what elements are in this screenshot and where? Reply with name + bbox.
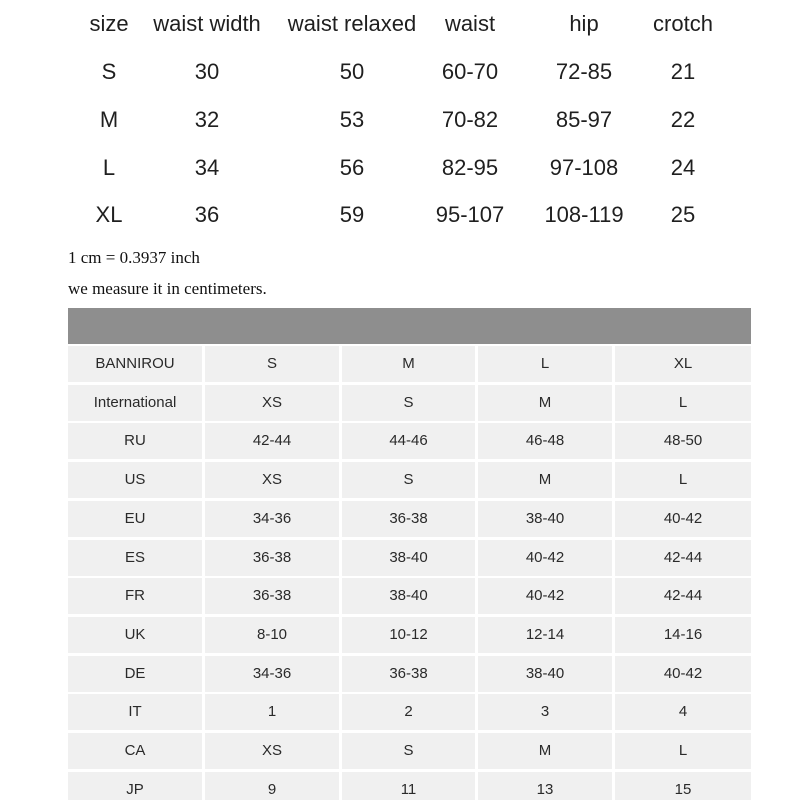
- conversion-table-size-cell: S: [342, 385, 475, 421]
- conversion-table-size-cell: 36-38: [342, 501, 475, 537]
- conversion-table-size-cell: 48-50: [615, 423, 751, 459]
- size-chart-cell: 24: [670, 155, 696, 180]
- conversion-table-size-cell: 42-44: [615, 578, 751, 614]
- conversion-table-size-cell: S: [342, 733, 475, 769]
- conversion-table-size-cell: 14-16: [615, 617, 751, 653]
- conversion-table-size-cell: 38-40: [342, 540, 475, 576]
- conversion-note: 1 cm = 0.3937 inch: [68, 248, 200, 267]
- conversion-table-size-cell: 8-10: [205, 617, 339, 653]
- conversion-table-size-cell: 4: [615, 694, 751, 730]
- conversion-table-region-cell: ES: [68, 540, 202, 576]
- size-chart-header-cell: hip: [569, 11, 599, 36]
- conversion-table-row: [68, 656, 751, 692]
- size-chart-cell: 85-97: [555, 107, 613, 132]
- conversion-table-size-cell: 40-42: [615, 656, 751, 692]
- conversion-table-size-cell: 12-14: [478, 617, 612, 653]
- conversion-table-size-cell: XS: [205, 733, 339, 769]
- conversion-table-region-cell: FR: [68, 578, 202, 614]
- size-chart-header-cell: waist: [444, 11, 496, 36]
- conversion-table-region-cell: UK: [68, 617, 202, 653]
- conversion-table-size-cell: 10-12: [342, 617, 475, 653]
- conversion-table-row: [68, 772, 751, 800]
- size-chart-header-cell: waist width: [153, 11, 261, 36]
- conversion-table-size-cell: 34-36: [205, 501, 339, 537]
- conversion-table-size-cell: 3: [478, 694, 612, 730]
- size-chart-row: [0, 148, 800, 188]
- conversion-table-size-cell: 40-42: [478, 578, 612, 614]
- conversion-table-size-cell: L: [615, 385, 751, 421]
- conversion-table-size-cell: 44-46: [342, 423, 475, 459]
- conversion-table-size-cell: M: [478, 462, 612, 498]
- size-chart-cell: 72-85: [555, 59, 613, 84]
- size-chart-row: [0, 52, 800, 92]
- conversion-table-row: [68, 385, 751, 421]
- conversion-table-size-cell: 9: [205, 772, 339, 800]
- unit-note: we measure it in centimeters.: [68, 279, 267, 298]
- conversion-table-region-cell: EU: [68, 501, 202, 537]
- conversion-table-size-cell: 36-38: [342, 656, 475, 692]
- conversion-table-size-cell: M: [478, 733, 612, 769]
- conversion-table-size-cell: 36-38: [205, 540, 339, 576]
- conversion-table-size-cell: XS: [205, 462, 339, 498]
- conversion-table-row: [68, 346, 751, 382]
- size-chart-cell: 70-82: [441, 107, 499, 132]
- conversion-table-row: [68, 501, 751, 537]
- conversion-table-size-cell: 38-40: [342, 578, 475, 614]
- size-chart-cell: 34: [194, 155, 220, 180]
- size-chart-cell: 97-108: [549, 155, 619, 180]
- conversion-table-row: [68, 578, 751, 614]
- conversion-table-region-cell: RU: [68, 423, 202, 459]
- size-chart-header-row: [0, 4, 800, 44]
- size-chart-cell: 25: [670, 202, 696, 227]
- conversion-table-row: [68, 617, 751, 653]
- size-chart-cell: 22: [670, 107, 696, 132]
- conversion-table-region-cell: CA: [68, 733, 202, 769]
- size-chart-cell: 53: [339, 107, 365, 132]
- conversion-table-size-cell: 2: [342, 694, 475, 730]
- conversion-table-size-cell: 40-42: [478, 540, 612, 576]
- conversion-table-size-cell: 40-42: [615, 501, 751, 537]
- conversion-table-region-cell: DE: [68, 656, 202, 692]
- conversion-table-size-cell: M: [342, 346, 475, 382]
- conversion-table-size-cell: S: [205, 346, 339, 382]
- conversion-table-size-cell: 46-48: [478, 423, 612, 459]
- conversion-table-size-cell: M: [478, 385, 612, 421]
- conversion-table-header-bar: [68, 308, 751, 344]
- size-chart-cell: 36: [194, 202, 220, 227]
- conversion-table-size-cell: L: [615, 462, 751, 498]
- conversion-table-row: [68, 462, 751, 498]
- conversion-table-region-cell: US: [68, 462, 202, 498]
- size-chart-cell: 82-95: [441, 155, 499, 180]
- conversion-table-size-cell: 38-40: [478, 656, 612, 692]
- size-chart-cell: 95-107: [435, 202, 505, 227]
- conversion-table-size-cell: XL: [615, 346, 751, 382]
- size-chart-cell: 59: [339, 202, 365, 227]
- size-chart-cell: 108-119: [544, 202, 624, 227]
- size-chart-cell: 32: [194, 107, 220, 132]
- conversion-table-row: [68, 540, 751, 576]
- conversion-table-size-cell: 34-36: [205, 656, 339, 692]
- size-chart-cell: M: [99, 107, 119, 132]
- conversion-table-size-cell: 15: [615, 772, 751, 800]
- conversion-table-row: [68, 733, 751, 769]
- size-chart-cell: 56: [339, 155, 365, 180]
- size-chart-header-cell: crotch: [653, 11, 713, 36]
- size-chart-cell: 60-70: [441, 59, 499, 84]
- conversion-table-size-cell: 1: [205, 694, 339, 730]
- conversion-table-region-cell: JP: [68, 772, 202, 800]
- conversion-table-size-cell: 42-44: [615, 540, 751, 576]
- conversion-table-size-cell: 42-44: [205, 423, 339, 459]
- conversion-table-region-cell: BANNIROU: [68, 346, 202, 382]
- conversion-table-size-cell: XS: [205, 385, 339, 421]
- conversion-table-region-cell: IT: [68, 694, 202, 730]
- size-chart-row: [0, 100, 800, 140]
- size-chart-cell: 30: [194, 59, 220, 84]
- conversion-table-region-cell: International: [68, 385, 202, 421]
- conversion-table-size-cell: 13: [478, 772, 612, 800]
- size-chart-cell: 21: [670, 59, 696, 84]
- size-chart-row: [0, 195, 800, 235]
- size-chart-header-cell: waist relaxed: [287, 11, 417, 36]
- conversion-table-row: [68, 694, 751, 730]
- conversion-table-size-cell: S: [342, 462, 475, 498]
- conversion-table-row: [68, 423, 751, 459]
- size-chart-cell: L: [102, 155, 116, 180]
- size-chart-cell: XL: [95, 202, 123, 227]
- size-chart-header-cell: size: [89, 11, 129, 36]
- conversion-table-size-cell: 38-40: [478, 501, 612, 537]
- conversion-table-size-cell: 36-38: [205, 578, 339, 614]
- size-chart-cell: 50: [339, 59, 365, 84]
- conversion-table-size-cell: L: [478, 346, 612, 382]
- conversion-table-size-cell: L: [615, 733, 751, 769]
- size-chart-cell: S: [101, 59, 117, 84]
- conversion-table-size-cell: 11: [342, 772, 475, 800]
